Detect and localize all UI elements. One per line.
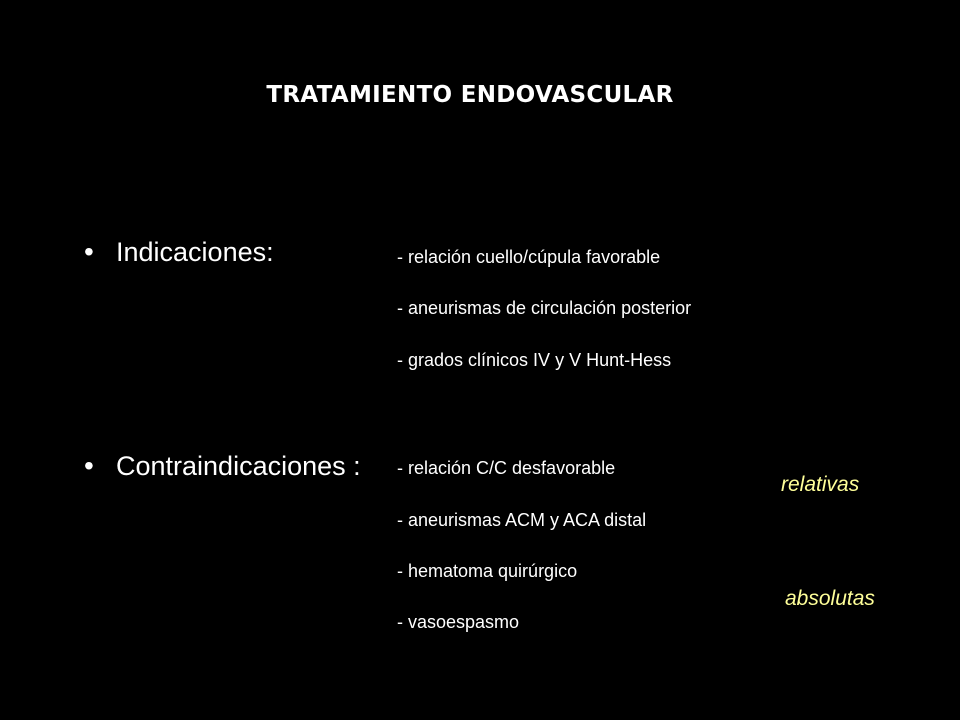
bullet-indicaciones [84, 236, 274, 268]
indicaciones-label: Indicaciones: [116, 237, 274, 267]
absolutas-annotation: absolutas [785, 587, 875, 610]
contraindicacion-item-4: - vasoespasmo [397, 612, 520, 632]
bullet-dot: • [84, 450, 94, 481]
contraindicacion-item-2: - aneurismas ACM y ACA distal [397, 510, 647, 530]
bullet-contraindicaciones [84, 450, 361, 482]
contraindicacion-item-1: - relación C/C desfavorable [397, 458, 616, 478]
slide-title: TRATAMIENTO ENDOVASCULAR [266, 82, 674, 108]
bullet-dot: • [84, 236, 94, 267]
indicacion-item-3: - grados clínicos IV y V Hunt-Hess [397, 350, 672, 370]
indicacion-item-1: - relación cuello/cúpula favorable [397, 247, 661, 267]
contraindicacion-item-3: - hematoma quirúrgico [397, 561, 578, 581]
contraindicaciones-label: Contraindicaciones : [116, 451, 361, 481]
indicacion-item-2: - aneurismas de circulación posterior [397, 298, 692, 318]
relativas-annotation: relativas [781, 473, 860, 496]
